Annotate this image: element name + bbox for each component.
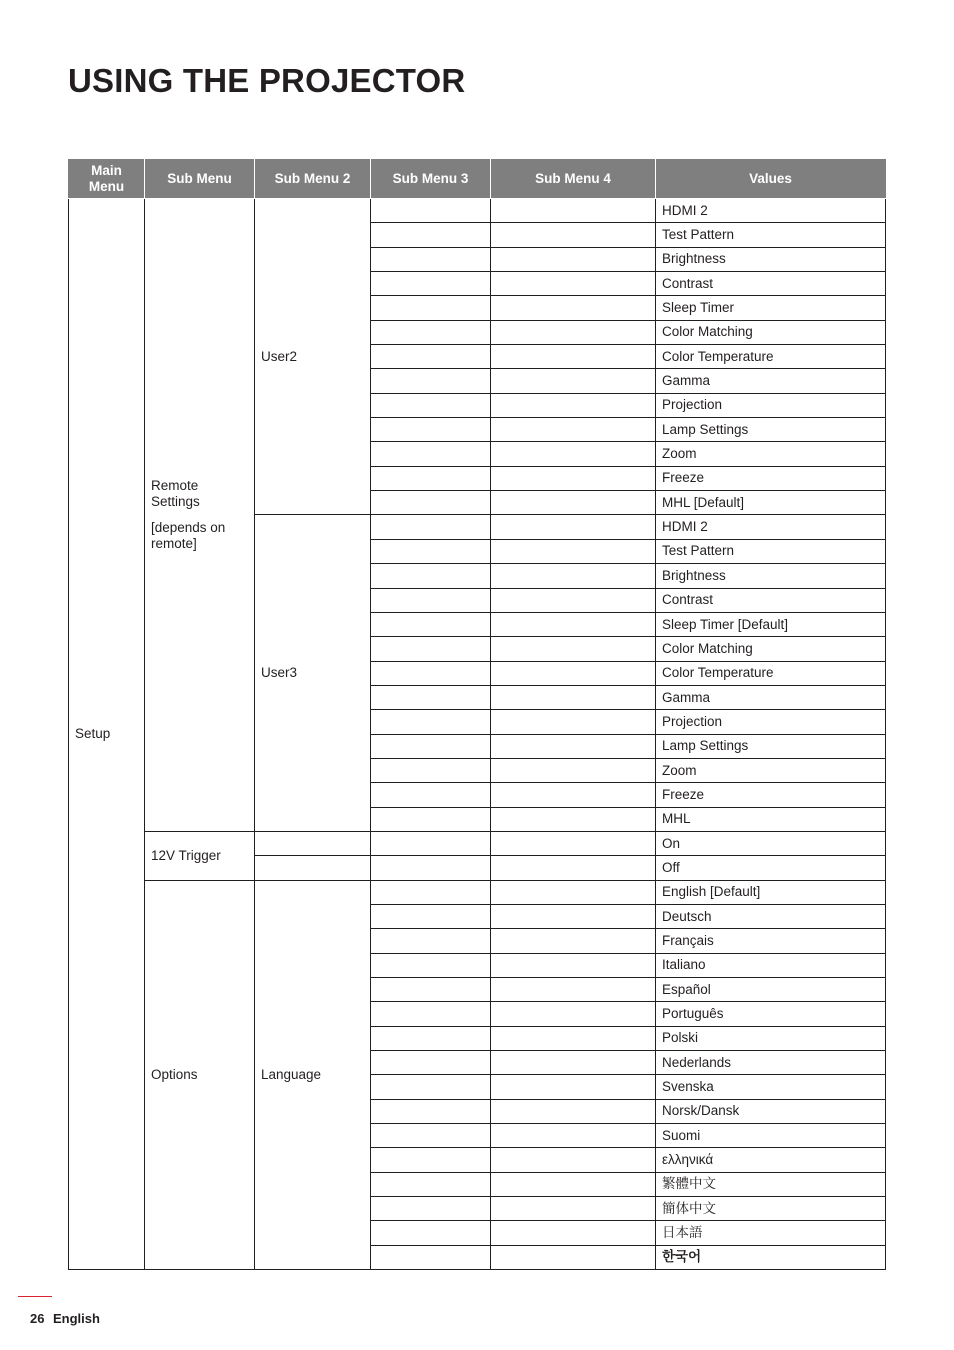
- sub-menu-3-cell: [371, 369, 491, 393]
- sub-menu-4-cell: [491, 978, 656, 1002]
- sub-menu-3-cell: [371, 345, 491, 369]
- value-cell: Test Pattern: [656, 539, 886, 563]
- sub-menu-3-cell: [371, 612, 491, 636]
- sub-menu-3-cell: [371, 199, 491, 223]
- sub-menu-3-cell: [371, 539, 491, 563]
- sub-menu-4-cell: [491, 1026, 656, 1050]
- value-cell: Contrast: [656, 272, 886, 296]
- sub-menu-3-cell: [371, 1148, 491, 1172]
- sub-menu-label: Remote Settings: [151, 477, 200, 509]
- table-header: [69, 160, 886, 199]
- sub-menu-cell: 12V Trigger: [145, 831, 255, 880]
- table-body: [69, 199, 886, 1270]
- sub-menu-4-cell: [491, 247, 656, 271]
- sub-menu-cell: [145, 199, 255, 832]
- value-cell: Projection: [656, 393, 886, 417]
- value-cell: Brightness: [656, 564, 886, 588]
- sub-menu-3-cell: [371, 661, 491, 685]
- sub-menu-2-cell: User2: [255, 199, 371, 515]
- sub-menu-4-cell: [491, 1197, 656, 1221]
- sub-menu-4-cell: [491, 807, 656, 831]
- value-cell: Freeze: [656, 783, 886, 807]
- sub-menu-3-cell: [371, 685, 491, 709]
- value-cell: Italiano: [656, 953, 886, 977]
- table-row: [69, 880, 886, 904]
- sub-menu-4-cell: [491, 345, 656, 369]
- sub-menu-3-cell: [371, 710, 491, 734]
- sub-menu-3-cell: [371, 320, 491, 344]
- sub-menu-3-cell: [371, 393, 491, 417]
- sub-menu-4-cell: [491, 369, 656, 393]
- sub-menu-3-cell: [371, 296, 491, 320]
- sub-menu-3-cell: [371, 1221, 491, 1245]
- sub-menu-3-cell: [371, 247, 491, 271]
- value-cell: Contrast: [656, 588, 886, 612]
- footer-language: English: [53, 1311, 100, 1326]
- value-cell: Color Matching: [656, 320, 886, 344]
- value-cell: Gamma: [656, 685, 886, 709]
- value-cell: Nederlands: [656, 1051, 886, 1075]
- sub-menu-4-cell: [491, 685, 656, 709]
- column-header: Sub Menu 3: [371, 160, 491, 199]
- sub-menu-2-cell: [255, 856, 371, 880]
- value-cell: Polski: [656, 1026, 886, 1050]
- value-cell: Gamma: [656, 369, 886, 393]
- sub-menu-3-cell: [371, 466, 491, 490]
- sub-menu-4-cell: [491, 442, 656, 466]
- sub-menu-4-cell: [491, 880, 656, 904]
- sub-menu-3-cell: [371, 223, 491, 247]
- sub-menu-3-cell: [371, 831, 491, 855]
- sub-menu-cell: Options: [145, 880, 255, 1270]
- value-cell: Zoom: [656, 442, 886, 466]
- value-cell: Español: [656, 978, 886, 1002]
- value-cell: On: [656, 831, 886, 855]
- value-cell: Projection: [656, 710, 886, 734]
- sub-menu-3-cell: [371, 418, 491, 442]
- sub-menu-3-cell: [371, 515, 491, 539]
- sub-menu-4-cell: [491, 953, 656, 977]
- sub-menu-4-cell: [491, 1099, 656, 1123]
- value-cell: MHL: [656, 807, 886, 831]
- value-cell: HDMI 2: [656, 199, 886, 223]
- sub-menu-4-cell: [491, 296, 656, 320]
- sub-menu-note: [depends on remote]: [151, 519, 226, 551]
- sub-menu-4-cell: [491, 393, 656, 417]
- main-menu-cell: Setup: [69, 199, 145, 1270]
- sub-menu-3-cell: [371, 272, 491, 296]
- value-cell: Off: [656, 856, 886, 880]
- value-cell: Color Matching: [656, 637, 886, 661]
- sub-menu-2-cell: User3: [255, 515, 371, 831]
- value-cell: Norsk/Dansk: [656, 1099, 886, 1123]
- sub-menu-4-cell: [491, 1051, 656, 1075]
- column-header: Sub Menu: [145, 160, 255, 199]
- value-cell: 日本語: [656, 1221, 886, 1245]
- sub-menu-4-cell: [491, 466, 656, 490]
- sub-menu-3-cell: [371, 637, 491, 661]
- value-cell: Português: [656, 1002, 886, 1026]
- column-header: Main Menu: [69, 160, 145, 199]
- sub-menu-3-cell: [371, 734, 491, 758]
- sub-menu-4-cell: [491, 1002, 656, 1026]
- sub-menu-3-cell: [371, 1051, 491, 1075]
- sub-menu-3-cell: [371, 1197, 491, 1221]
- footer-page-number: 26: [30, 1311, 45, 1326]
- value-cell: 簡体中文: [656, 1197, 886, 1221]
- sub-menu-4-cell: [491, 661, 656, 685]
- value-cell: 한국어: [656, 1245, 886, 1269]
- sub-menu-3-cell: [371, 1172, 491, 1196]
- value-cell: MHL [Default]: [656, 491, 886, 515]
- sub-menu-4-cell: [491, 515, 656, 539]
- value-cell: Sleep Timer [Default]: [656, 612, 886, 636]
- value-cell: Français: [656, 929, 886, 953]
- value-cell: Suomi: [656, 1124, 886, 1148]
- sub-menu-3-cell: [371, 442, 491, 466]
- sub-menu-2-cell: Language: [255, 880, 371, 1270]
- sub-menu-2-cell: [255, 831, 371, 855]
- sub-menu-3-cell: [371, 564, 491, 588]
- sub-menu-4-cell: [491, 1245, 656, 1269]
- sub-menu-4-cell: [491, 539, 656, 563]
- value-cell: Lamp Settings: [656, 734, 886, 758]
- sub-menu-4-cell: [491, 1075, 656, 1099]
- column-header: Values: [656, 160, 886, 199]
- sub-menu-4-cell: [491, 272, 656, 296]
- sub-menu-4-cell: [491, 734, 656, 758]
- value-cell: Svenska: [656, 1075, 886, 1099]
- sub-menu-4-cell: [491, 491, 656, 515]
- sub-menu-4-cell: [491, 929, 656, 953]
- value-cell: Freeze: [656, 466, 886, 490]
- value-cell: HDMI 2: [656, 515, 886, 539]
- sub-menu-3-cell: [371, 1099, 491, 1123]
- sub-menu-3-cell: [371, 953, 491, 977]
- sub-menu-4-cell: [491, 612, 656, 636]
- value-cell: English [Default]: [656, 880, 886, 904]
- value-cell: Brightness: [656, 247, 886, 271]
- value-cell: Test Pattern: [656, 223, 886, 247]
- sub-menu-4-cell: [491, 223, 656, 247]
- sub-menu-3-cell: [371, 588, 491, 612]
- sub-menu-3-cell: [371, 978, 491, 1002]
- sub-menu-3-cell: [371, 904, 491, 928]
- sub-menu-4-cell: [491, 856, 656, 880]
- page-title: USING THE PROJECTOR: [68, 62, 466, 99]
- sub-menu-3-cell: [371, 758, 491, 782]
- sub-menu-3-cell: [371, 880, 491, 904]
- sub-menu-4-cell: [491, 758, 656, 782]
- sub-menu-3-cell: [371, 491, 491, 515]
- sub-menu-3-cell: [371, 1245, 491, 1269]
- value-cell: ελληνικά: [656, 1148, 886, 1172]
- sub-menu-3-cell: [371, 783, 491, 807]
- sub-menu-4-cell: [491, 637, 656, 661]
- value-cell: Deutsch: [656, 904, 886, 928]
- sub-menu-4-cell: [491, 831, 656, 855]
- sub-menu-4-cell: [491, 1148, 656, 1172]
- sub-menu-3-cell: [371, 1124, 491, 1148]
- value-cell: Color Temperature: [656, 345, 886, 369]
- footer-divider: [18, 1296, 52, 1297]
- sub-menu-3-cell: [371, 929, 491, 953]
- sub-menu-4-cell: [491, 588, 656, 612]
- column-header: Sub Menu 2: [255, 160, 371, 199]
- sub-menu-4-cell: [491, 710, 656, 734]
- value-cell: Lamp Settings: [656, 418, 886, 442]
- value-cell: 繁體中文: [656, 1172, 886, 1196]
- sub-menu-3-cell: [371, 807, 491, 831]
- sub-menu-4-cell: [491, 1172, 656, 1196]
- table-row: [69, 199, 886, 223]
- sub-menu-4-cell: [491, 199, 656, 223]
- column-header: Sub Menu 4: [491, 160, 656, 199]
- table-row: [69, 831, 886, 855]
- value-cell: Zoom: [656, 758, 886, 782]
- sub-menu-3-cell: [371, 856, 491, 880]
- sub-menu-4-cell: [491, 783, 656, 807]
- sub-menu-4-cell: [491, 320, 656, 344]
- sub-menu-3-cell: [371, 1026, 491, 1050]
- menu-table: [68, 159, 886, 1270]
- sub-menu-3-cell: [371, 1075, 491, 1099]
- sub-menu-4-cell: [491, 564, 656, 588]
- sub-menu-4-cell: [491, 1124, 656, 1148]
- sub-menu-4-cell: [491, 1221, 656, 1245]
- sub-menu-3-cell: [371, 1002, 491, 1026]
- sub-menu-4-cell: [491, 418, 656, 442]
- value-cell: Sleep Timer: [656, 296, 886, 320]
- sub-menu-4-cell: [491, 904, 656, 928]
- value-cell: Color Temperature: [656, 661, 886, 685]
